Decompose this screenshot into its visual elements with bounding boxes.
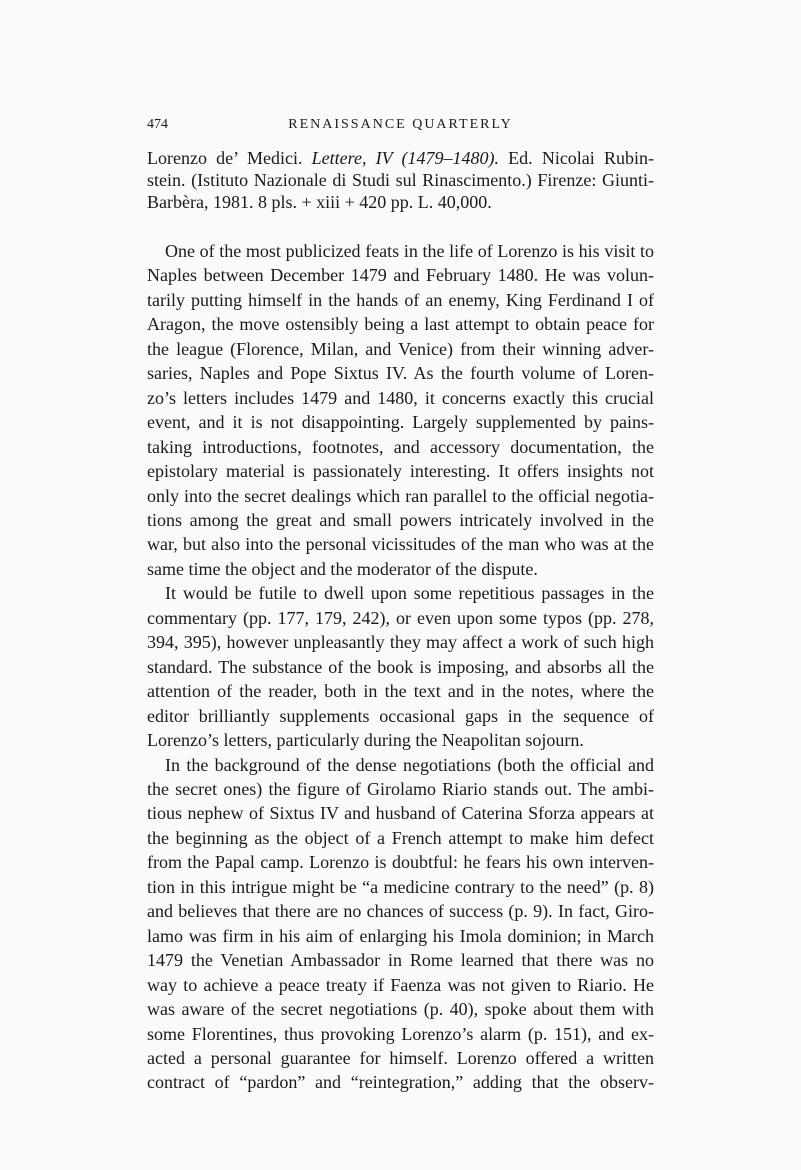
paragraph-line: Aragon, the move ostensibly being a last attempt to obtain peace for [147,314,654,335]
paragraph-line: standard. The substance of the book is imposing, and absorbs all the [147,656,654,677]
paragraph-line: It would be futile to dwell upon some repetitious passages in the [165,583,654,604]
paragraph-line: some Florentines, thus provoking Lorenzo’s alarm (p. 151), and ex- [147,1023,654,1044]
paragraph-line: tion in this intrigue might be “a medicine contrary to the need” (p. 8) [147,876,654,897]
paragraph-line: same time the object and the moderator of the dispute. [147,558,538,579]
paragraph-line: attention of the reader, both in the text and in the notes, where the [147,681,654,702]
paragraph-line: way to achieve a peace treaty if Faenza was not given to Riario. He [147,974,654,995]
paragraph-line: tarily putting himself in the hands of an enemy, King Ferdinand I of [147,289,654,310]
paragraph-line: the secret ones) the figure of Girolamo Riario stands out. The ambi- [147,778,654,799]
book-citation [147,147,654,213]
paragraph-line: was aware of the secret negotiations (p. 40), spoke about them with [147,999,654,1020]
paragraph-line: saries, Naples and Pope Sixtus IV. As the fourth volume of Loren- [147,363,654,384]
paragraph-line: taking introductions, footnotes, and accessory documentation, the [147,436,654,457]
paragraph-line: commentary (pp. 177, 179, 242), or even upon some typos (pp. 278, [147,607,654,628]
paragraph-line: In the background of the dense negotiations (both the official and [165,754,654,775]
page-number: 474 [147,117,168,132]
paragraph-line: acted a personal guarantee for himself. Lorenzo offered a written [147,1047,654,1068]
paragraph-line: contract of “pardon” and “reintegration,” adding that the observ- [147,1072,654,1093]
paragraph-line: the beginning as the object of a French attempt to make him defect [147,827,654,848]
running-head: RENAISSANCE QUARTERLY [288,117,513,132]
paragraph-line: zo’s letters includes 1479 and 1480, it concerns exactly this crucial [147,387,654,408]
citation-line: Barbèra, 1981. 8 pls. + xiii + 420 pp. L. 40,000. [147,192,492,212]
paragraph-line: from the Papal camp. Lorenzo is doubtful: he fears his own interven- [147,852,654,873]
citation-line: Lorenzo de’ Medici. Lettere, IV (1479–1480). Ed. Nicolai Rubin- [147,148,654,168]
paragraph-line: One of the most publicized feats in the life of Lorenzo is his visit to [165,241,654,261]
paragraph-line: tions among the great and small powers intricately involved in the [147,509,654,530]
paragraph-line: 394, 395), however unpleasantly they may affect a work of such high [147,632,654,653]
paragraph-line: 1479 the Venetian Ambassador in Rome learned that there was no [147,950,654,971]
citation-line: stein. (Istituto Nazionale di Studi sul Rinascimento.) Firenze: Giunti- [147,170,654,190]
paragraph-line: war, but also into the personal vicissitudes of the man who was at the [147,534,654,555]
paragraph-line: and believes that there are no chances of success (p. 9). In fact, Giro- [147,901,654,922]
paragraph-line: editor brilliantly supplements occasional gaps in the sequence of [147,705,654,726]
paragraph-line: epistolary material is passionately interesting. It offers insights not [147,461,654,482]
paragraph-line: the league (Florence, Milan, and Venice) from their winning adver- [147,338,654,359]
paragraph-line: Lorenzo’s letters, particularly during the Neapolitan sojourn. [147,730,584,751]
paragraph-line: tious nephew of Sixtus IV and husband of Caterina Sforza appears at [147,803,654,824]
review-body [147,239,654,1095]
paragraph-line: only into the secret dealings which ran parallel to the official negotia- [147,485,654,506]
paragraph-line: lamo was firm in his aim of enlarging his Imola dominion; in March [147,925,654,946]
paragraph-line: event, and it is not disappointing. Largely supplemented by pains- [147,412,654,433]
paragraph-line: Naples between December 1479 and February 1480. He was volun- [147,265,654,286]
